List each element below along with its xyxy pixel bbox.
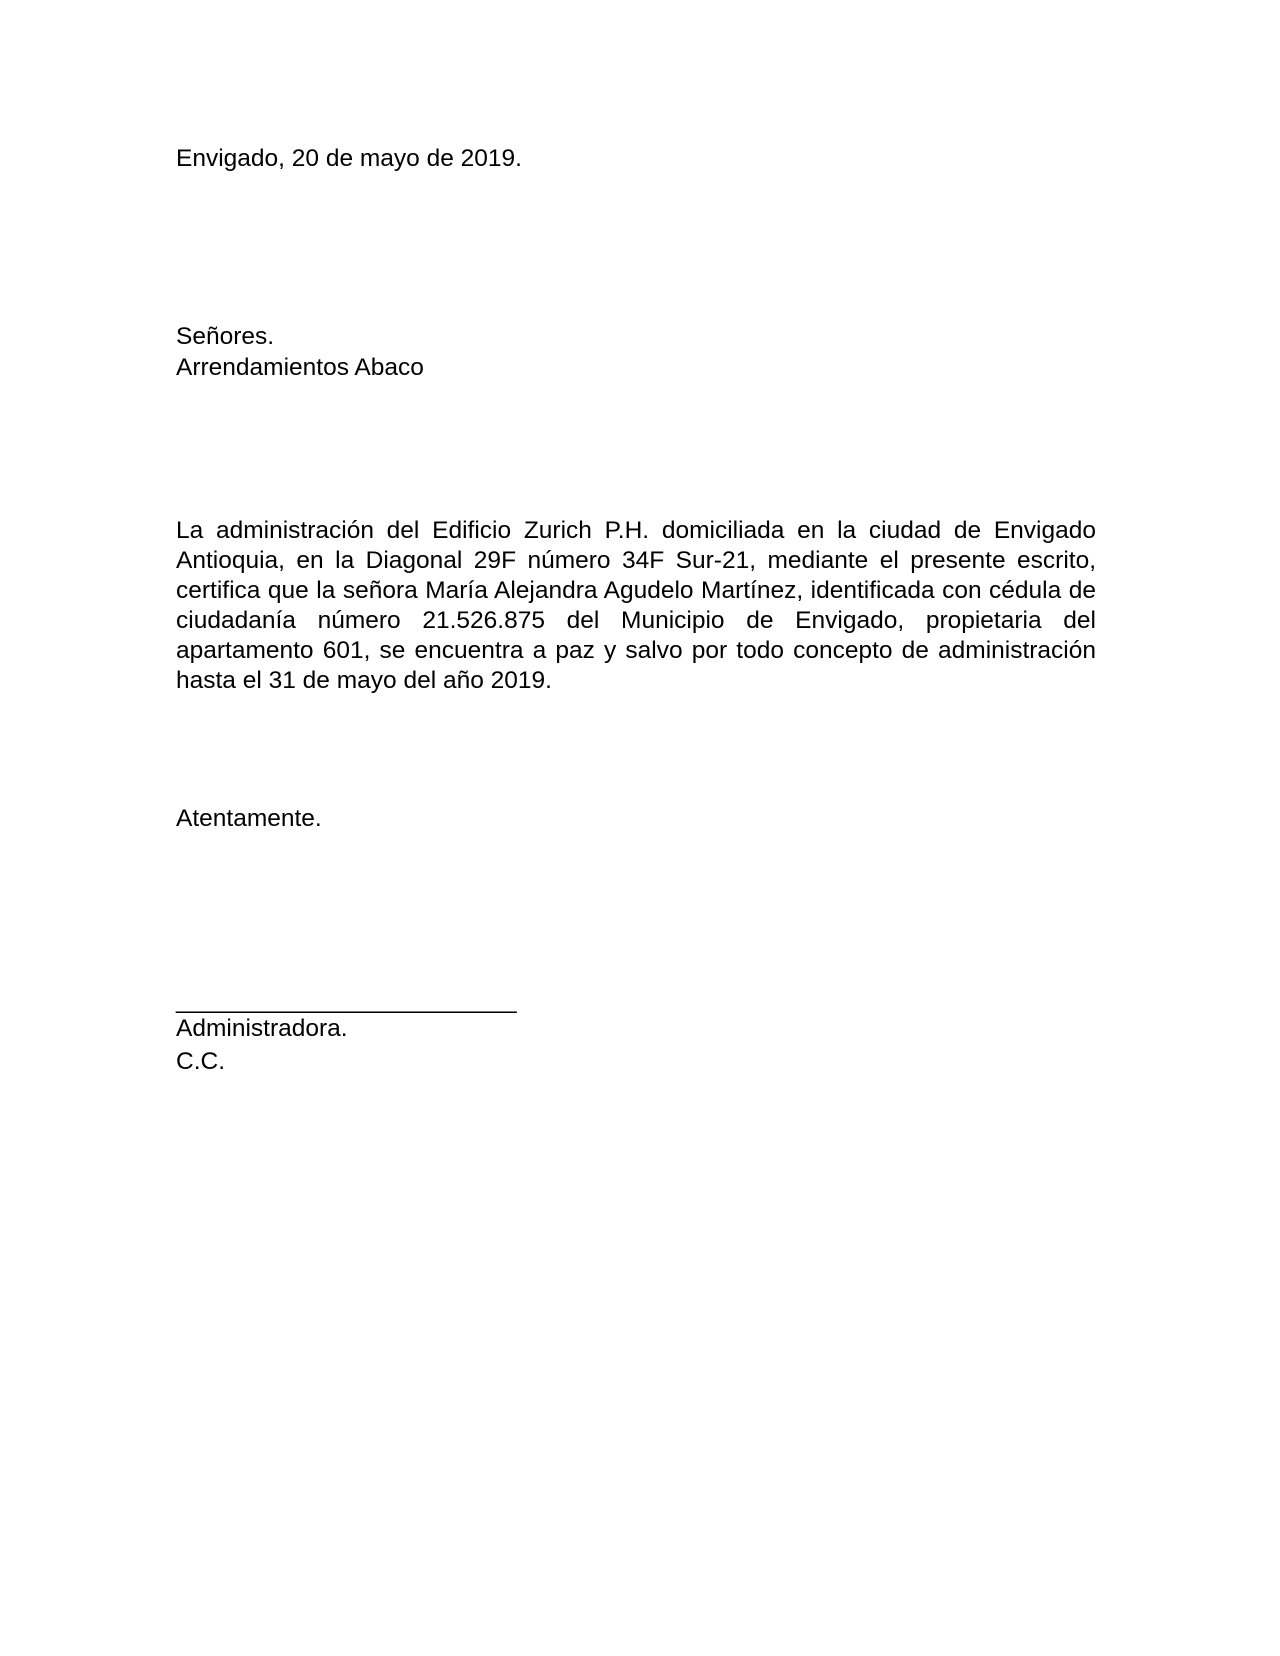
date-line: Envigado, 20 de mayo de 2019. [176, 145, 522, 172]
signer-id: C.C. [176, 1048, 225, 1075]
certificate-paragraph: La administración del Edificio Zurich P.H. domiciliada en la ciudad de Envigado Antioquia, en la Diagonal 29F número 34F Sur-21, mediante el presente escrito, certifica que la señora María Alejandra Agudelo Martínez, identificada con cédula de ciudadanía número 21.526.875 del Municipio de Envigado, propietaria del apartamento 601, se encuentra a paz y salvo por todo concepto de administración hasta el 31 de mayo del año 2019. [176, 517, 1096, 694]
salutation: Señores. [176, 323, 275, 350]
signer-title: Administradora. [176, 1015, 348, 1042]
recipient-name: Arrendamientos Abaco [176, 354, 424, 381]
signature-line: _________________________ [176, 987, 517, 1014]
closing: Atentamente. [176, 805, 322, 832]
